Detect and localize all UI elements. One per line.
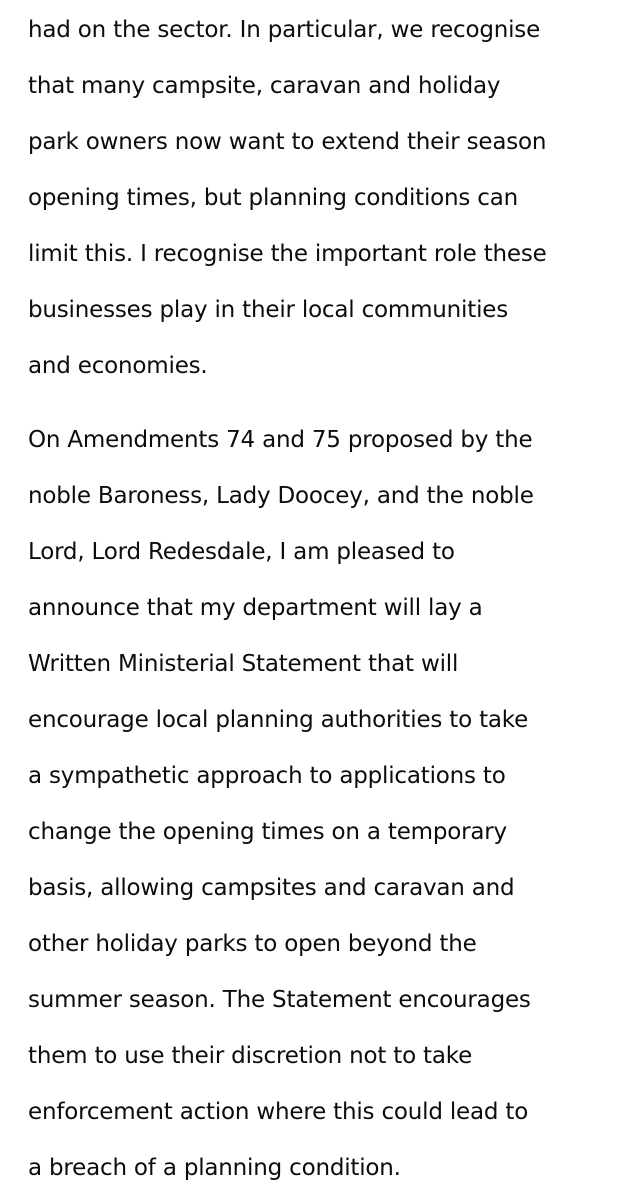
text-line: a breach of a planning condition. [28, 1155, 401, 1181]
paragraph-amendments [28, 412, 534, 1196]
text-line: announce that my department will lay a [28, 595, 483, 621]
text-line: basis, allowing campsites and caravan and [28, 875, 515, 901]
paragraph-sector-recognition [28, 2, 547, 394]
text-line: a sympathetic approach to applications to [28, 763, 506, 789]
text-line: enforcement action where this could lead to [28, 1099, 529, 1125]
text-line: On Amendments 74 and 75 proposed by the [28, 427, 533, 453]
text-line: other holiday parks to open beyond the [28, 931, 477, 957]
text-line: encourage local planning authorities to take [28, 707, 529, 733]
text-line: Written Ministerial Statement that will [28, 651, 459, 677]
text-line: noble Baroness, Lady Doocey, and the noble [28, 483, 534, 509]
text-line: park owners now want to extend their season [28, 129, 547, 155]
text-line: Lord, Lord Redesdale, I am pleased to [28, 539, 455, 565]
text-line: that many campsite, caravan and holiday [28, 73, 501, 99]
text-line: change the opening times on a temporary [28, 819, 507, 845]
text-line: businesses play in their local communities [28, 297, 508, 323]
text-line: summer season. The Statement encourages [28, 987, 531, 1013]
text-line: and economies. [28, 353, 208, 379]
text-line: limit this. I recognise the important role these [28, 241, 547, 267]
text-line: had on the sector. In particular, we recognise [28, 17, 541, 43]
text-line: them to use their discretion not to take [28, 1043, 473, 1069]
text-line: opening times, but planning conditions can [28, 185, 519, 211]
